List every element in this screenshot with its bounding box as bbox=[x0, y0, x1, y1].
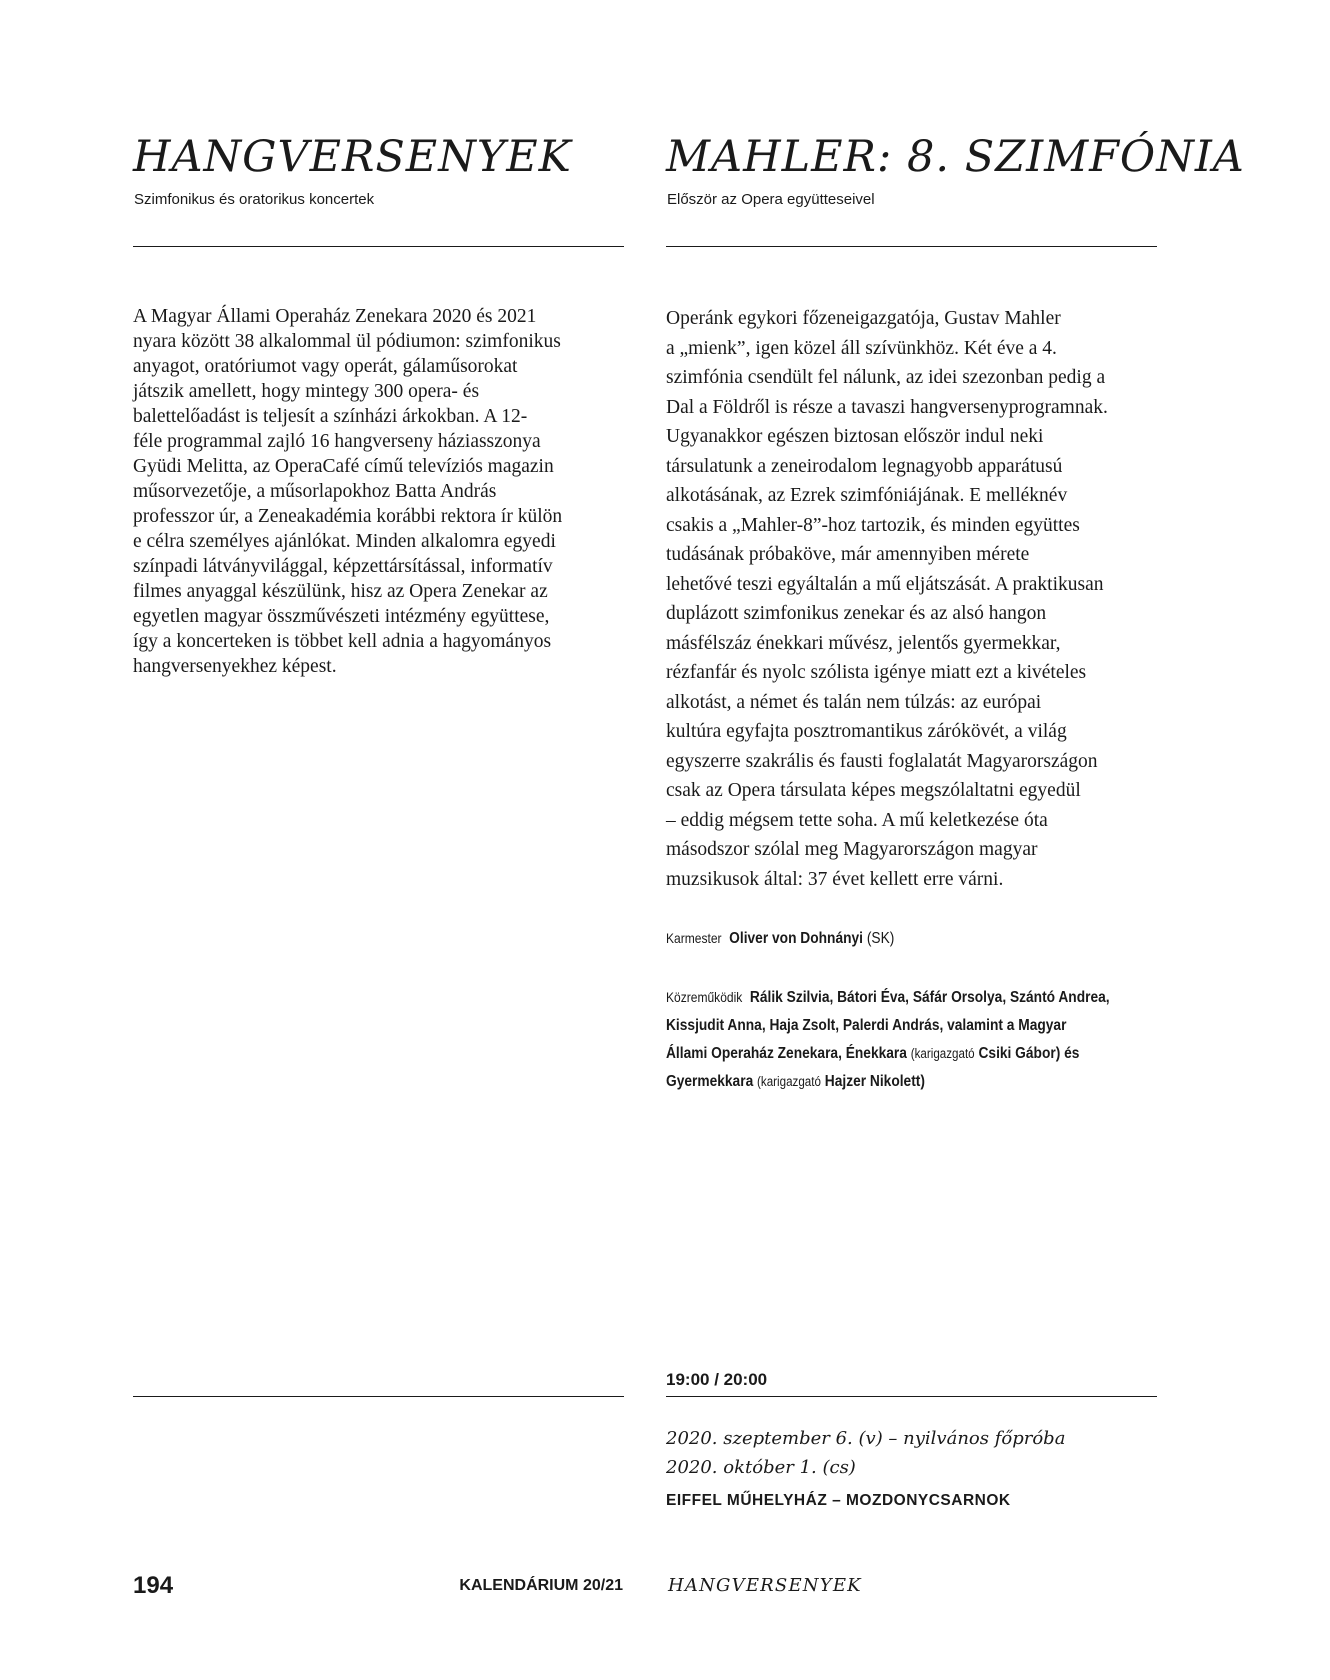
right-body-line: Ugyanakkor egészen biztosan először indul neki bbox=[666, 426, 1044, 447]
right-body-line: a „mienk”, igen közel áll szívünkhöz. Két éve a 4. bbox=[666, 337, 1057, 359]
left-body-line: színpadi látványvilággal, képzettársítással, informatív bbox=[133, 556, 553, 577]
left-body bbox=[133, 304, 562, 679]
conductor-name: Oliver von Dohnányi bbox=[729, 930, 863, 947]
right-body-line: – eddig mégsem tette soha. A mű keletkezése óta bbox=[666, 809, 1048, 831]
right-body-line: alkotást, a német és talán nem túlzás: az európai bbox=[666, 691, 1042, 713]
right-body-line: tudásának próbaköve, már amennyiben mérete bbox=[666, 544, 1030, 565]
left-body-line: féle programmal zajló 16 hangverseny háziasszonya bbox=[133, 431, 541, 452]
conductor-label: Karmester bbox=[666, 930, 722, 946]
left-title: HANGVERSENYEK bbox=[133, 132, 572, 182]
right-body-line: lehetővé teszi egyáltalán a mű eljátszását. A praktikusan bbox=[666, 573, 1104, 595]
left-body-line: balettelőadást is teljesít a színházi árkokban. A 12- bbox=[133, 406, 528, 427]
performers-names-line: Kissjudit Anna, Haja Zsolt, Palerdi András, valamint a Magyar bbox=[666, 1017, 1067, 1034]
performance-time: 19:00 / 20:00 bbox=[666, 1370, 768, 1389]
left-subtitle: Szimfonikus és oratorikus koncertek bbox=[134, 191, 375, 208]
venue: EIFFEL MŰHELYHÁZ – MOZDONYCSARNOK bbox=[666, 1492, 1011, 1509]
choir-master-role: (karigazgató bbox=[910, 1046, 975, 1061]
right-title: MAHLER: 8. SZIMFÓNIA bbox=[666, 132, 1245, 182]
right-body bbox=[666, 304, 1108, 894]
performance-date: 2020. október 1. (cs) bbox=[666, 1457, 856, 1478]
right-bottom-rule bbox=[666, 1396, 1157, 1397]
left-header-rule bbox=[133, 246, 624, 247]
right-body-line: szimfónia csendült fel nálunk, az idei szezonban pedig a bbox=[666, 367, 1106, 388]
right-body-line: duplázott szimfonikus zenekar és az alsó hangon bbox=[666, 603, 1047, 624]
right-body-line: Operánk egykori főzeneigazgatója, Gustav Mahler bbox=[666, 308, 1061, 329]
right-body-line: rézfanfár és nyolc szólista igénye miatt ezt a kivételes bbox=[666, 662, 1087, 683]
left-body-line: nyara között 38 alkalommal ül pódiumon: szimfonikus bbox=[133, 331, 561, 352]
performers-conjunction: és bbox=[1064, 1045, 1080, 1062]
conductor-credit bbox=[666, 924, 1157, 953]
running-section: HANGVERSENYEK bbox=[668, 1575, 862, 1596]
right-body-line: muzsikusok által: 37 évet kellett erre várni. bbox=[666, 868, 1004, 890]
running-title: KALENDÁRIUM 20/21 bbox=[459, 1577, 623, 1594]
left-body-line: játszik amellett, hogy mintegy 300 opera- és bbox=[133, 381, 480, 402]
left-body-line: anyagot, oratóriumot vagy operát, gálaműsorokat bbox=[133, 356, 518, 377]
left-body-line: Gyüdi Melitta, az OperaCafé című televíziós magazin bbox=[133, 456, 554, 477]
right-body-line: kultúra egyfajta posztromantikus zárókövét, a világ bbox=[666, 721, 1067, 742]
right-body-line: csak az Opera társulata képes megszólaltatni egyedül bbox=[666, 780, 1081, 801]
right-body-line: másodszor szólal meg Magyarországon magyar bbox=[666, 839, 1038, 860]
children-master: Hajzer Nikolett) bbox=[824, 1073, 925, 1090]
conductor-country: (SK) bbox=[866, 930, 895, 947]
left-bottom-rule bbox=[133, 1396, 624, 1397]
performers-label: Közreműködik bbox=[666, 989, 743, 1005]
left-body-line: e célra személyes ajánlókat. Minden alkalomra egyedi bbox=[133, 531, 556, 552]
performers-credit bbox=[666, 983, 1157, 1096]
performance-date: 2020. szeptember 6. (v) – nyilvános főpróba bbox=[666, 1428, 1066, 1449]
left-body-line: egyetlen magyar összművészeti intézmény együttese, bbox=[133, 606, 550, 627]
right-body-line: másfélszáz énekkari művész, jelentős gyermekkar, bbox=[666, 632, 1061, 654]
left-body-line: A Magyar Állami Operaház Zenekara 2020 és 2021 bbox=[133, 306, 537, 327]
right-header-rule bbox=[666, 246, 1157, 247]
choir-master: Csiki Gábor) bbox=[978, 1045, 1061, 1062]
left-body-line: így a koncerteken is többet kell adnia a hagyományos bbox=[133, 631, 552, 652]
performers-names-line: Rálik Szilvia, Bátori Éva, Sáfár Orsolya, Szántó Andrea, bbox=[749, 989, 1110, 1006]
left-body-line: professzor úr, a Zeneakadémia korábbi rektora ír külön bbox=[133, 506, 563, 527]
children-master-role: (karigazgató bbox=[757, 1074, 821, 1089]
children-choir: Gyermekkara bbox=[666, 1073, 754, 1090]
left-body-line: hangversenyekhez képest. bbox=[133, 656, 337, 677]
left-body-line: műsorvezetője, a műsorlapokhoz Batta András bbox=[133, 481, 497, 502]
right-body-line: alkotásának, az Ezrek szimfóniájának. E melléknév bbox=[666, 485, 1068, 506]
left-body-line: filmes anyaggal készülünk, hisz az Opera Zenekar az bbox=[133, 581, 548, 602]
performers-names-line: Állami Operaház Zenekara, Énekkara bbox=[666, 1045, 907, 1062]
right-body-line: társulatunk a zeneirodalom legnagyobb apparátusú bbox=[666, 455, 1063, 477]
right-subtitle: Először az Opera együtteseivel bbox=[667, 191, 875, 208]
right-body-line: egyszerre szakrális és fausti foglalatát Magyarországon bbox=[666, 750, 1098, 772]
right-body-line: csakis a „Mahler-8”-hoz tartozik, és minden együttes bbox=[666, 514, 1080, 536]
right-body-line: Dal a Földről is része a tavaszi hangversenyprogramnak. bbox=[666, 396, 1108, 418]
page-number: 194 bbox=[133, 1572, 174, 1599]
